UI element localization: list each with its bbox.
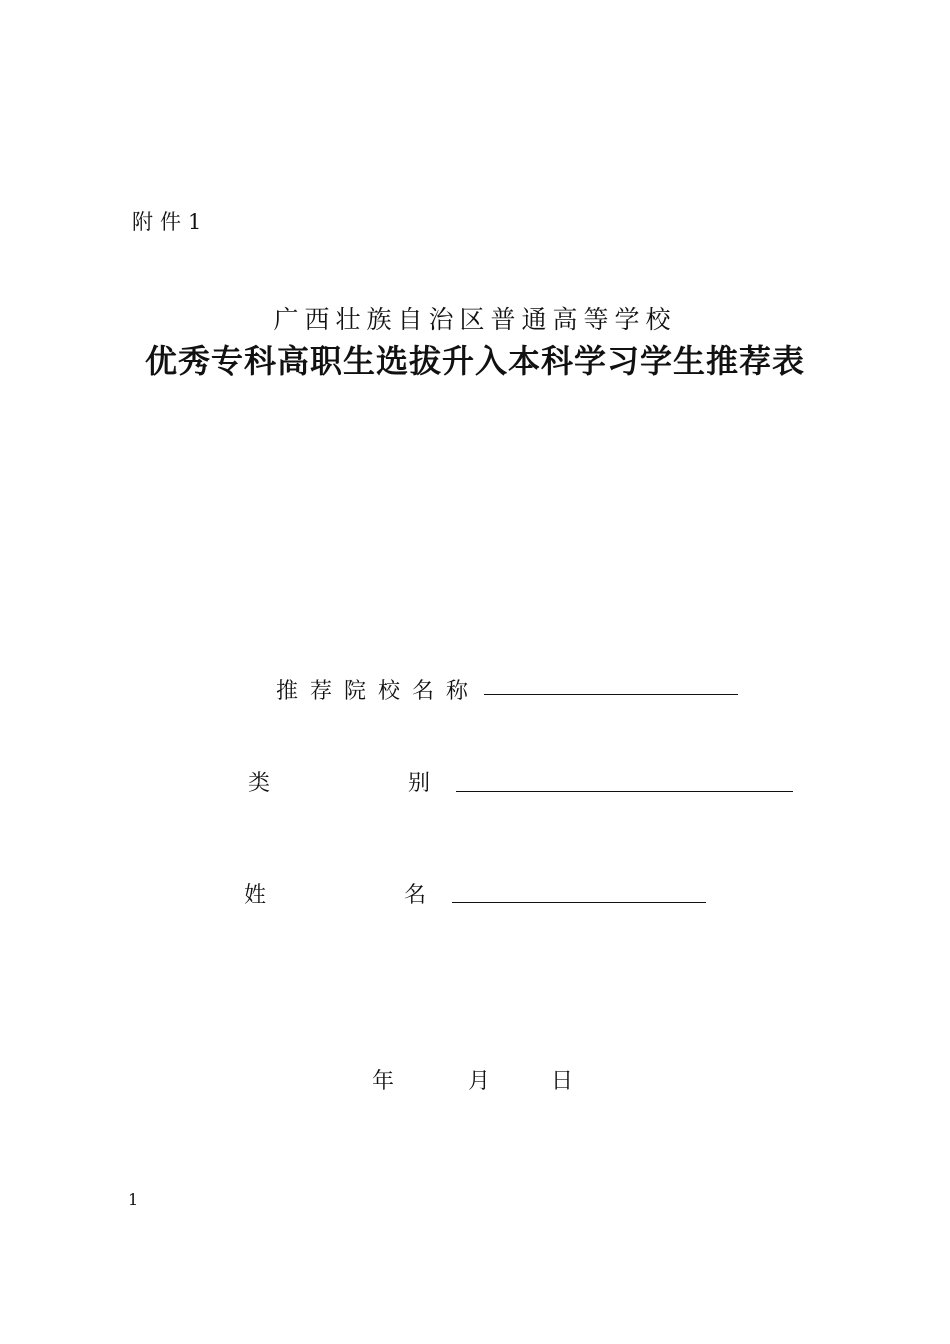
date-month: 月 [468, 1069, 491, 1094]
category-field[interactable] [456, 791, 793, 792]
date-year: 年 [372, 1069, 395, 1094]
page-number: 1 [128, 1190, 139, 1209]
title-line-2: 优秀专科高职生选拔升入本科学习学生推荐表 [144, 342, 805, 380]
date-day: 日 [551, 1069, 574, 1094]
category-label-left: 类 [248, 771, 271, 796]
school-name-field[interactable] [484, 694, 738, 695]
category-label-right: 别 [408, 771, 431, 796]
student-name-field[interactable] [452, 902, 706, 903]
title-line-1: 广西壮族自治区普通高等学校 [273, 305, 677, 334]
student-name-label-left: 姓 [244, 883, 267, 908]
student-name-label-right: 名 [404, 883, 427, 908]
attachment-label: 附件1 [132, 210, 209, 234]
school-name-label: 推荐院校名称 [276, 679, 481, 704]
